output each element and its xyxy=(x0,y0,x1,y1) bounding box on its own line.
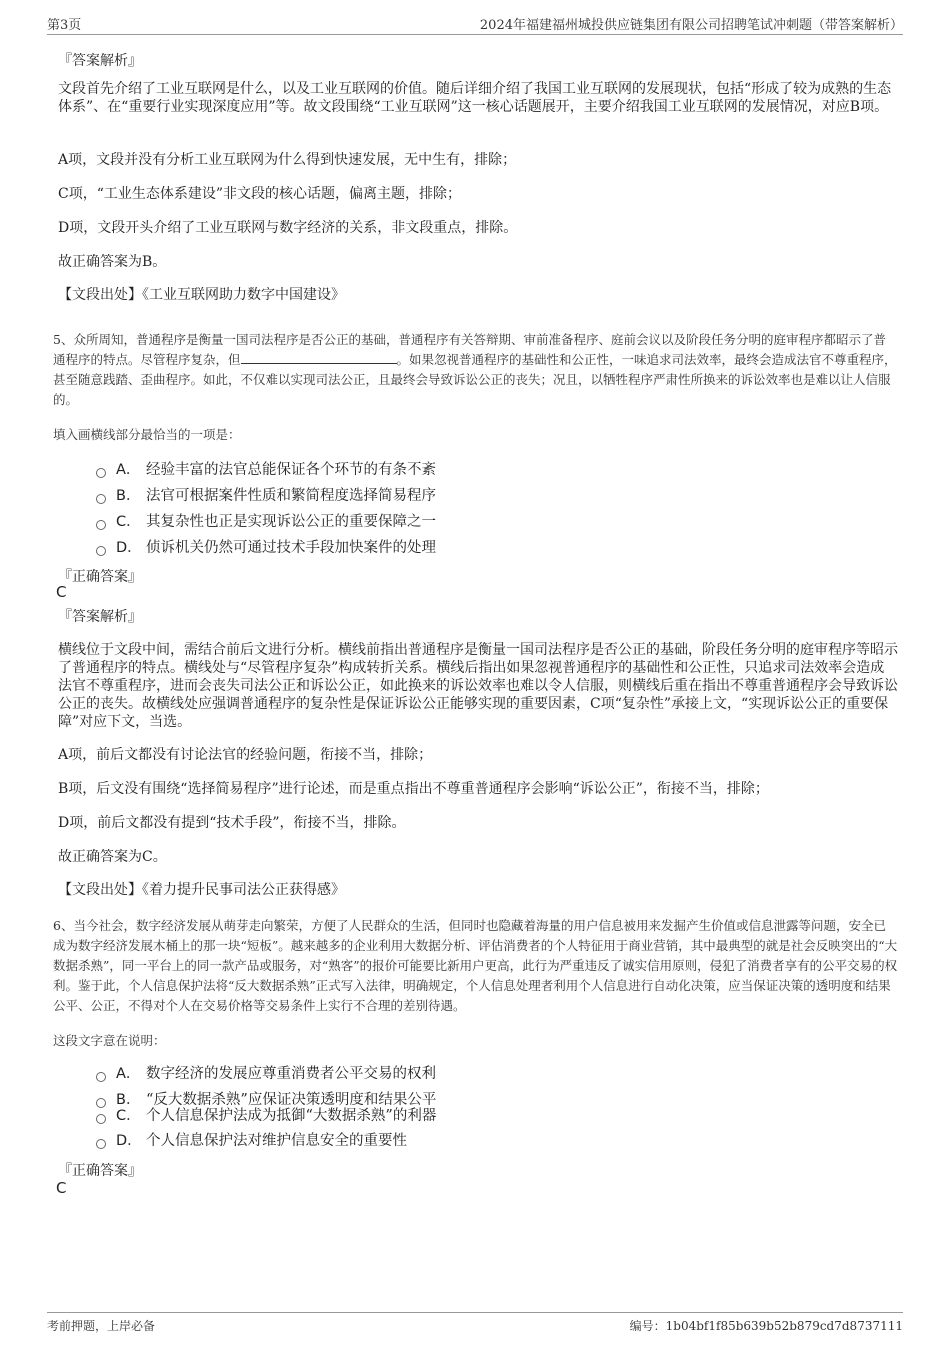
analysis-heading: 『答案解析』 xyxy=(58,609,142,625)
analysis-note: A项，文段并没有分析工业互联网为什么得到快速发展，无中生有，排除； xyxy=(58,152,517,168)
correct-answer: C xyxy=(56,583,67,601)
option-text: “反大数据杀熟”应保证决策透明度和结果公平 xyxy=(146,1092,437,1108)
source-citation: 【文段出处】《工业互联网助力数字中国建设》 xyxy=(58,287,345,303)
question-prompt: 填入画横线部分最恰当的一项是： xyxy=(53,427,241,442)
fill-blank xyxy=(241,351,397,364)
document-title: 2024年福建福州城投供应链集团有限公司招聘笔试冲刺题（带答案解析） xyxy=(479,18,903,33)
option-text: 个人信息保护法成为抵御“大数据杀熟”的利器 xyxy=(146,1108,437,1124)
option-letter: A． xyxy=(116,462,141,478)
page-footer xyxy=(47,1312,903,1337)
analysis-conclusion: 故正确答案为C。 xyxy=(58,849,167,865)
correct-answer-heading: 『正确答案』 xyxy=(58,569,142,585)
option-d[interactable] xyxy=(96,537,436,559)
question-stem-part2: 。如果忽视普通程序的基础性和公正性，一味追求司法效率，最终会造成法官不尊重程序，甚至随意践踏、歪曲程序。如此，不仅难以实现司法公正，且最终会导致诉讼公正的丧失；况且，以牺牲程序严肃性所换来的诉讼效率也是难以让人信服的。 xyxy=(53,352,897,407)
option-letter: C． xyxy=(116,514,141,530)
radio-button[interactable] xyxy=(96,494,106,504)
correct-answer-heading: 『正确答案』 xyxy=(58,1163,142,1179)
analysis-heading: 『答案解析』 xyxy=(58,53,142,69)
analysis-conclusion: 故正确答案为B。 xyxy=(58,254,167,270)
option-text: 侦诉机关仍然可通过技术手段加快案件的处理 xyxy=(146,540,436,556)
analysis-note: D项，文段开头介绍了工业互联网与数字经济的关系，非文段重点，排除。 xyxy=(58,220,518,236)
analysis-note: D项，前后文都没有提到“技术手段”，衔接不当，排除。 xyxy=(58,815,406,831)
question-stem-part1: 5、众所周知，普通程序是衡量一国司法程序是否公正的基础，普通程序有关答辩期、审前准备程序、庭前会议以及阶段任务分明的庭审程序都昭示了普通程序的特点。尽管程序复杂，但 xyxy=(53,332,886,367)
option-a[interactable] xyxy=(96,459,436,481)
option-letter: C． xyxy=(116,1108,141,1124)
option-a[interactable] xyxy=(96,1063,436,1085)
question-stem: 6、当今社会，数字经济发展从萌芽走向繁荣，方便了人民群众的生活，但同时也隐藏着海量的用户信息被用来发掘产生价值或信息泄露等问题，安全已成为数字经济发展木桶上的那一块“短板”。越来越多的企业利用大数据分析、评估消费者的个人特征用于商业营销，其中最典型的就是社会反映突出的“大数据杀熟”，同一平台上的同一款产品或服务，对“熟客”的报价可能要比新用户更高，此行为严重违反了诚实信用原则，侵犯了消费者享有的公平交易的权利。鉴于此，个人信息保护法将“反大数据杀熟”正式写入法律，明确规定，个人信息处理者利用个人信息进行自动化决策，应当保证决策的透明度和结果公平、公正，不得对个人在交易价格等交易条件上实行不合理的差别待遇。 xyxy=(53,918,898,1013)
option-letter: B． xyxy=(116,1092,141,1108)
radio-button[interactable] xyxy=(96,1139,106,1149)
question-stem xyxy=(53,330,898,410)
page-header xyxy=(47,12,903,35)
question-prompt: 这段文字意在说明： xyxy=(53,1033,166,1048)
correct-answer: C xyxy=(56,1179,67,1197)
radio-button[interactable] xyxy=(96,1072,106,1082)
option-c[interactable] xyxy=(96,1105,436,1127)
option-letter: B． xyxy=(116,488,141,504)
page-number: 第3页 xyxy=(47,18,82,33)
document-serial: 编号：1b04bf1f85b639b52b879cd7d8737111 xyxy=(629,1319,903,1333)
radio-button[interactable] xyxy=(96,1114,106,1124)
option-letter: D． xyxy=(116,540,142,556)
analysis-note: C项，“工业生态体系建设”非文段的核心话题，偏离主题，排除； xyxy=(58,186,462,202)
radio-button[interactable] xyxy=(96,520,106,530)
footer-slogan: 考前押题，上岸必备 xyxy=(47,1319,156,1333)
option-text: 其复杂性也正是实现诉讼公正的重要保障之一 xyxy=(146,514,436,530)
option-text: 经验丰富的法官总能保证各个环节的有条不紊 xyxy=(146,462,436,478)
option-letter: D． xyxy=(116,1133,142,1149)
option-text: 个人信息保护法对维护信息安全的重要性 xyxy=(146,1133,407,1149)
analysis-note: A项，前后文都没有讨论法官的经验问题，衔接不当，排除； xyxy=(58,747,433,763)
radio-button[interactable] xyxy=(96,546,106,556)
option-text: 法官可根据案件性质和繁简程度选择简易程序 xyxy=(146,488,436,504)
option-c[interactable] xyxy=(96,511,436,533)
radio-button[interactable] xyxy=(96,468,106,478)
option-b[interactable] xyxy=(96,485,436,507)
analysis-note: B项，后文没有围绕“选择简易程序”进行论述，而是重点指出不尊重普通程序会影响“诉讼公正”，衔接不当，排除； xyxy=(58,781,769,797)
analysis-text: 横线位于文段中间，需结合前后文进行分析。横线前指出普通程序是衡量一国司法程序是否公正的基础，阶段任务分明的庭审程序等昭示了普通程序的特点。横线处与“尽管程序复杂”构成转折关系。横线后指出如果忽视普通程序的基础性和公正性，只追求司法效率会造成法官不尊重程序，进而会丧失司法公正和诉讼公正，如此换来的诉讼效率也难以令人信服，则横线后重在指出不尊重普通程序会导致诉讼公正的丧失。故横线处应强调普通程序的复杂性是保证诉讼公正能够实现的重要因素，C项“复杂性”承接上文，“实现诉讼公正的重要保障”对应下文，当选。 xyxy=(58,642,898,730)
source-citation: 【文段出处】《着力提升民事司法公正获得感》 xyxy=(58,882,345,898)
option-letter: A． xyxy=(116,1066,141,1082)
analysis-text: 文段首先介绍了工业互联网是什么，以及工业互联网的价值。随后详细介绍了我国工业互联网的发展现状，包括“形成了较为成熟的生态体系”、在“重要行业实现深度应用”等。故文段围绕“工业互联网”这一核心话题展开，主要介绍我国工业互联网的发展情况，对应B项。 xyxy=(58,81,892,115)
option-text: 数字经济的发展应尊重消费者公平交易的权利 xyxy=(146,1066,436,1082)
option-d[interactable] xyxy=(96,1130,407,1152)
